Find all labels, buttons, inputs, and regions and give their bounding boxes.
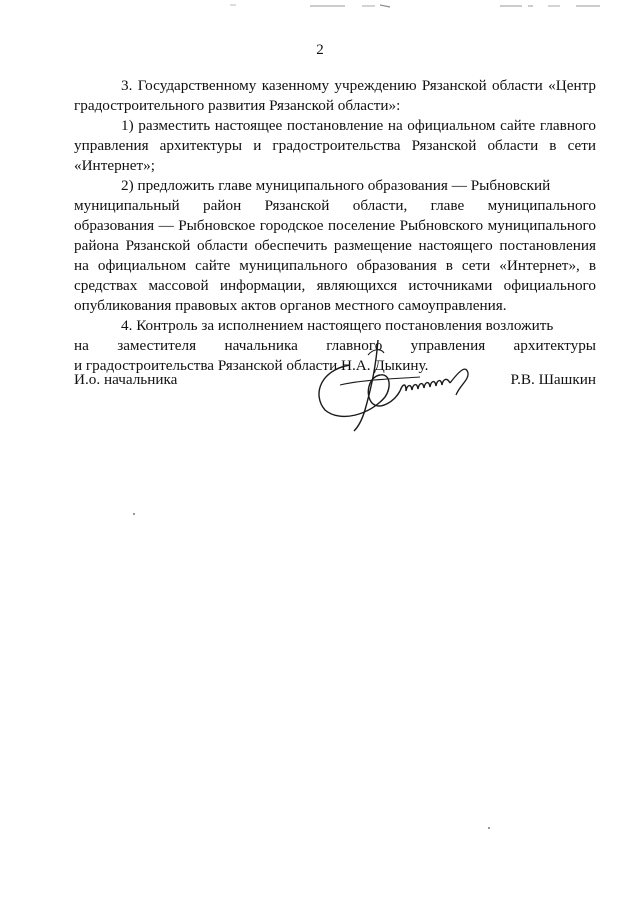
page-number: 2 (316, 42, 324, 58)
paragraph-3-2-rest: образования — Рыбновское городское поселение Рыбновского муниципального района Рязанской области обеспечить размещение настоящего постановления на официальном сайте муниципального образования в сети «Интернет», в средствах массовой информации, являющихся источниками официального опубликования правовых актов органов местного самоуправления. (74, 217, 596, 314)
paragraph-3-2-line1: 2) предложить главе муниципального образования — Рыбновский (121, 177, 551, 194)
scan-speck (488, 827, 490, 829)
paragraph-3-1: 1) разместить настоящее постановление на официальном сайте главного управления архитектуры и градостроительства Рязанской области в сети «Интернет»; (74, 117, 596, 174)
paragraph-4-line2: на заместителя начальника главного управления архитектуры (74, 337, 596, 354)
scan-speck (133, 513, 135, 515)
handwritten-signature (310, 325, 500, 435)
paragraph-3-2 (74, 176, 596, 316)
scan-edge-marks (0, 0, 640, 20)
signatory-name: Р.В. Шашкин (510, 371, 596, 388)
paragraph-3-2-line2: муниципальный район Рязанской области, главе муниципального (74, 197, 596, 214)
paragraph-3: 3. Государственному казенному учреждению Рязанской области «Центр градостроительного развития Рязанской области»: (74, 77, 596, 114)
paragraph-4-line1: 4. Контроль за исполнением настоящего постановления возложить (121, 317, 554, 334)
paragraph-4-line3: и градостроительства Рязанской области Н.А. Дыкину. (74, 357, 429, 374)
signatory-position: И.о. начальника (74, 371, 178, 388)
